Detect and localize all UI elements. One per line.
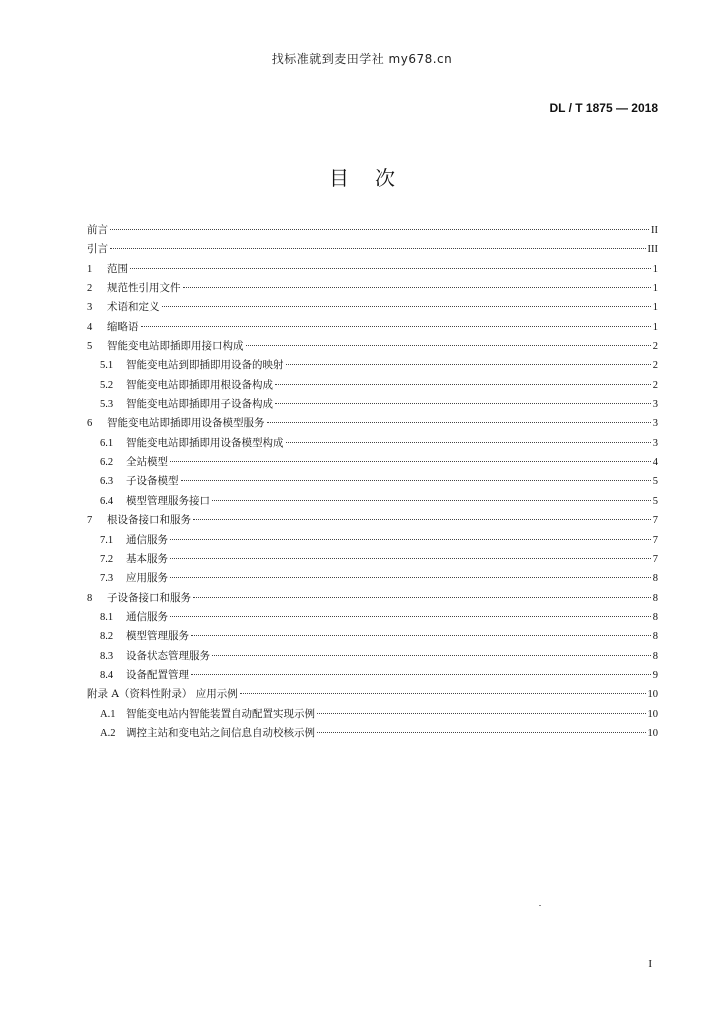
toc-entry-number: 4 [87,321,93,333]
toc-entry-page: III [647,244,658,256]
toc-entry-page: 8 [652,573,658,585]
toc-leader-dots [317,712,646,714]
toc-entry[interactable] [87,667,658,686]
toc-entry[interactable] [87,435,658,454]
toc-entry-number: 6.3 [100,476,114,488]
toc-entry-title: 智能变电站即插即用设备模型服务 [107,417,265,430]
toc-entry-page: 8 [652,611,658,623]
toc-entry-title: 智能变电站即插即用设备模型构成 [126,436,284,449]
toc-entry-number: 2 [87,283,93,295]
toc-entry[interactable] [87,299,658,318]
toc-entry[interactable] [87,454,658,473]
toc-entry-page: 3 [652,399,658,411]
toc-entry-number: 5.1 [100,360,114,372]
toc-entry-page: II [651,225,658,236]
toc-entry-page: 2 [652,341,658,353]
toc-entry-number: A.1 [100,708,116,720]
toc-entry-title: 智能变电站到即插即用设备的映射 [126,359,284,372]
toc-entry[interactable] [87,532,658,551]
toc-leader-dots [212,499,651,501]
toc-entry-title: 附录 A（资料性附录） 应用示例 [87,688,238,701]
document-code: DL / T 1875 — 2018 [549,101,658,115]
toc-entry[interactable] [87,261,658,280]
toc-entry-title: 设备状态管理服务 [126,649,210,662]
toc-leader-dots [183,286,651,288]
toc-entry-number: A.2 [100,727,116,739]
toc-entry-page: 3 [652,437,658,449]
toc-entry-page: 7 [652,515,658,527]
toc-entry[interactable] [87,706,658,725]
toc-entry[interactable] [87,319,658,338]
toc-entry-number: 8.4 [100,669,114,681]
toc-leader-dots [240,692,646,694]
toc-entry-number: 5.2 [100,379,114,391]
toc-leader-dots [191,634,651,636]
toc-entry-page: 10 [647,689,658,701]
toc-entry-number: 7.3 [100,573,114,585]
toc-leader-dots [267,421,651,423]
toc-entry-page: 2 [652,360,658,372]
toc-entry-page: 10 [647,727,658,739]
scan-speck [539,905,541,906]
toc-entry-number: 8.1 [100,611,114,623]
toc-entry-page: 7 [652,534,658,546]
toc-entry-page: 4 [652,457,658,469]
toc-leader-dots [191,673,651,675]
toc-entry[interactable] [87,338,658,357]
toc-entry-title: 前言 [87,224,108,236]
toc-entry-page: 1 [652,302,658,314]
toc-leader-dots [170,460,651,462]
toc-entry[interactable] [87,725,658,744]
toc-leader-dots [141,325,651,327]
toc-entry-title: 术语和定义 [107,301,160,314]
toc-entry-number: 5.3 [100,399,114,411]
toc-leader-dots [110,247,646,249]
toc-entry-page: 10 [647,708,658,720]
toc-leader-dots [181,479,651,481]
toc-entry[interactable] [87,551,658,570]
toc-entry[interactable] [87,512,658,531]
toc-leader-dots [275,402,651,404]
toc-entry-number: 6.1 [100,437,114,449]
toc-entry[interactable] [87,377,658,396]
toc-leader-dots [286,441,651,443]
toc-entry-page: 5 [652,495,658,507]
toc-leader-dots [212,654,651,656]
page-number: I [648,958,652,970]
toc-entry-page: 2 [652,379,658,391]
toc-entry[interactable] [87,648,658,667]
page-title: 目次 [329,166,421,190]
toc-entry-title: 智能变电站内智能装置自动配置实现示例 [126,707,315,720]
toc-entry-page: 5 [652,476,658,488]
toc-entry-page: 8 [652,631,658,643]
toc-entry-title: 设备配置管理 [126,668,189,681]
toc-entry-title: 智能变电站即插即用子设备构成 [126,398,273,411]
toc-entry-number: 7.1 [100,534,114,546]
toc-entry-title: 通信服务 [126,533,168,546]
toc-entry-page: 7 [652,553,658,565]
toc-entry[interactable] [87,241,658,260]
toc-entry[interactable] [87,280,658,299]
toc-entry[interactable] [87,357,658,376]
toc-entry[interactable] [87,396,658,415]
toc-entry-page: 8 [652,592,658,604]
toc-entry-title: 应用服务 [126,572,168,585]
toc-entry-page: 9 [652,669,658,681]
toc-leader-dots [170,538,651,540]
toc-entry-title: 模型管理服务 [126,630,189,643]
toc-entry-number: 7.2 [100,553,114,565]
toc-entry-title: 缩略语 [107,320,139,333]
toc-entry-page: 1 [652,321,658,333]
toc-entry[interactable] [87,415,658,434]
toc-entry-number: 8.2 [100,631,114,643]
toc-leader-dots [286,363,651,365]
toc-entry-title: 子设备模型 [126,475,179,488]
toc-leader-dots [170,615,651,617]
toc-entry-number: 5 [87,341,93,353]
toc-entry-page: 1 [652,283,658,295]
toc-entry-title: 模型管理服务接口 [126,494,210,507]
toc-entry-title: 根设备接口和服务 [107,514,191,527]
toc-leader-dots [110,228,649,230]
toc-leader-dots [170,576,651,578]
toc-entry[interactable] [87,493,658,512]
toc-entry-number: 6.4 [100,495,114,507]
toc-entry[interactable] [87,628,658,647]
toc-entry-title: 智能变电站即插即用接口构成 [107,340,244,353]
toc-entry-title: 规范性引用文件 [107,282,181,295]
toc-entry-number: 8.3 [100,650,114,662]
toc-leader-dots [275,383,651,385]
toc-entry-number: 1 [87,263,93,275]
toc-leader-dots [317,731,646,733]
toc-leader-dots [170,557,651,559]
table-of-contents [87,222,658,744]
toc-entry-number: 8 [87,592,93,604]
toc-entry-page: 1 [652,263,658,275]
toc-leader-dots [193,518,651,520]
watermark-text: 找标准就到麦田学社 my678.cn [271,52,453,66]
toc-entry-number: 7 [87,515,93,527]
toc-entry-number: 6.2 [100,457,114,469]
toc-entry-title: 调控主站和变电站之间信息自动校核示例 [126,726,315,739]
toc-entry-number: 3 [87,302,93,314]
toc-entry[interactable] [87,570,658,589]
toc-entry-page: 3 [652,418,658,430]
toc-leader-dots [162,305,651,307]
toc-entry[interactable] [87,590,658,609]
toc-entry[interactable] [87,609,658,628]
toc-entry-page: 8 [652,650,658,662]
toc-entry[interactable] [87,686,658,705]
toc-leader-dots [193,596,651,598]
toc-entry-title: 引言 [87,243,108,256]
toc-entry-title: 基本服务 [126,552,168,565]
toc-entry-title: 范围 [107,262,128,275]
toc-entry-number: 6 [87,418,93,430]
toc-entry[interactable] [87,222,658,241]
toc-entry[interactable] [87,473,658,492]
toc-entry-title: 通信服务 [126,610,168,623]
toc-entry-title: 智能变电站即插即用根设备构成 [126,378,273,391]
toc-leader-dots [130,267,651,269]
toc-entry-title: 子设备接口和服务 [107,591,191,604]
toc-leader-dots [246,344,651,346]
toc-entry-title: 全站模型 [126,456,168,469]
